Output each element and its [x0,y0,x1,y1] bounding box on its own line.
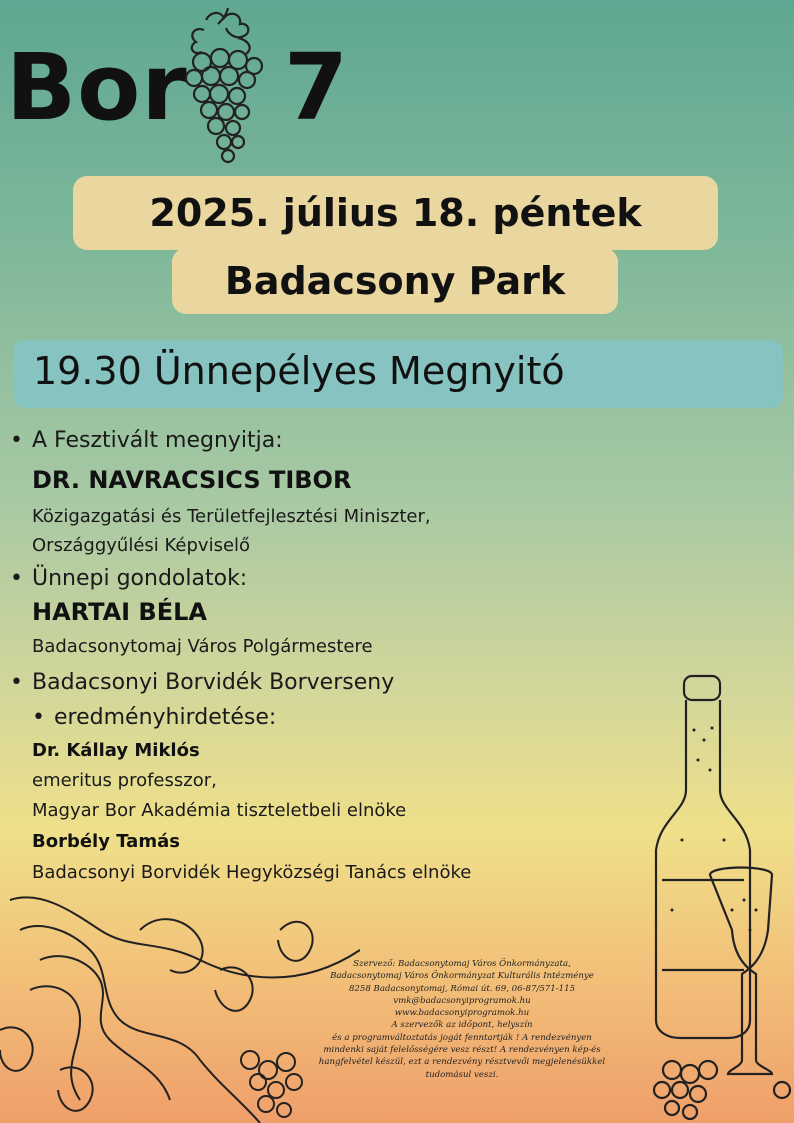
person-name: Borbély Tamás [32,831,180,852]
grape-icon [176,6,276,176]
wine-bottle-illustration [632,670,794,1123]
person-role: Badacsonyi Borvidék Hegyközségi Tanács elnöke [32,862,472,883]
person-role: Magyar Bor Akadémia tiszteletbeli elnöke [32,800,407,821]
opening-title: 19.30 Ünnepélyes Megnyitó [33,349,565,393]
program-item-label: • Badacsonyi Borvidék Borverseny [10,670,394,695]
organizer-line: A szervezők az időpont, helyszín [391,1020,533,1031]
organizer-line: hangfelvétel készül, ezt a rendezvény résztvevői megjelenésükkel [318,1057,606,1068]
speaker-role: Badacsonytomaj Város Polgármestere [32,636,373,657]
organizer-line: mindenki saját felelősségére vesz részt! A rendezvényen kép-és [323,1045,601,1056]
organizer-line: 8258 Badacsonytomaj, Római út. 69, 06-87/571-115 [348,983,576,994]
title-bor: Bor [6,34,188,141]
organizer-line: tudomásul veszi. [425,1069,499,1080]
organizer-website[interactable]: www.badacsonyiprogramok.hu [394,1008,530,1019]
person-role: emeritus professzor, [32,770,217,791]
organizer-line: Szervező: Badacsonytomaj Város Önkormányzata, [353,959,571,969]
speaker-name: HARTAI BÉLA [32,598,207,626]
opening-banner [13,340,783,408]
organizer-line: Badacsonytomaj Város Önkormányzat Kulturális Intézménye [330,971,594,982]
date-banner [73,176,718,250]
event-date: 2025. július 18. péntek [149,191,642,235]
program-item-label: • Ünnepi gondolatok: [10,566,247,591]
title-seven: 7 [284,34,350,141]
program-item-label-cont: • eredményhirdetése: [10,705,276,730]
speaker-role: Közigazgatási és Területfejlesztési Miniszter, [32,506,431,527]
person-name: Dr. Kállay Miklós [32,740,200,761]
organizer-line: és a programváltoztatás jogát fenntartják ! A rendezvényen [332,1032,592,1043]
organizer-info [300,958,624,1081]
program-item-label: • A Fesztivált megnyitja: [10,428,283,453]
organizer-email[interactable]: vmk@badacsonyiprogramok.hu [393,995,531,1006]
speaker-role: Országgyűlési Képviselő [32,535,251,556]
speaker-name: DR. NAVRACSICS TIBOR [32,466,352,494]
event-venue: Badacsony Park [224,259,566,303]
venue-banner [172,248,618,314]
